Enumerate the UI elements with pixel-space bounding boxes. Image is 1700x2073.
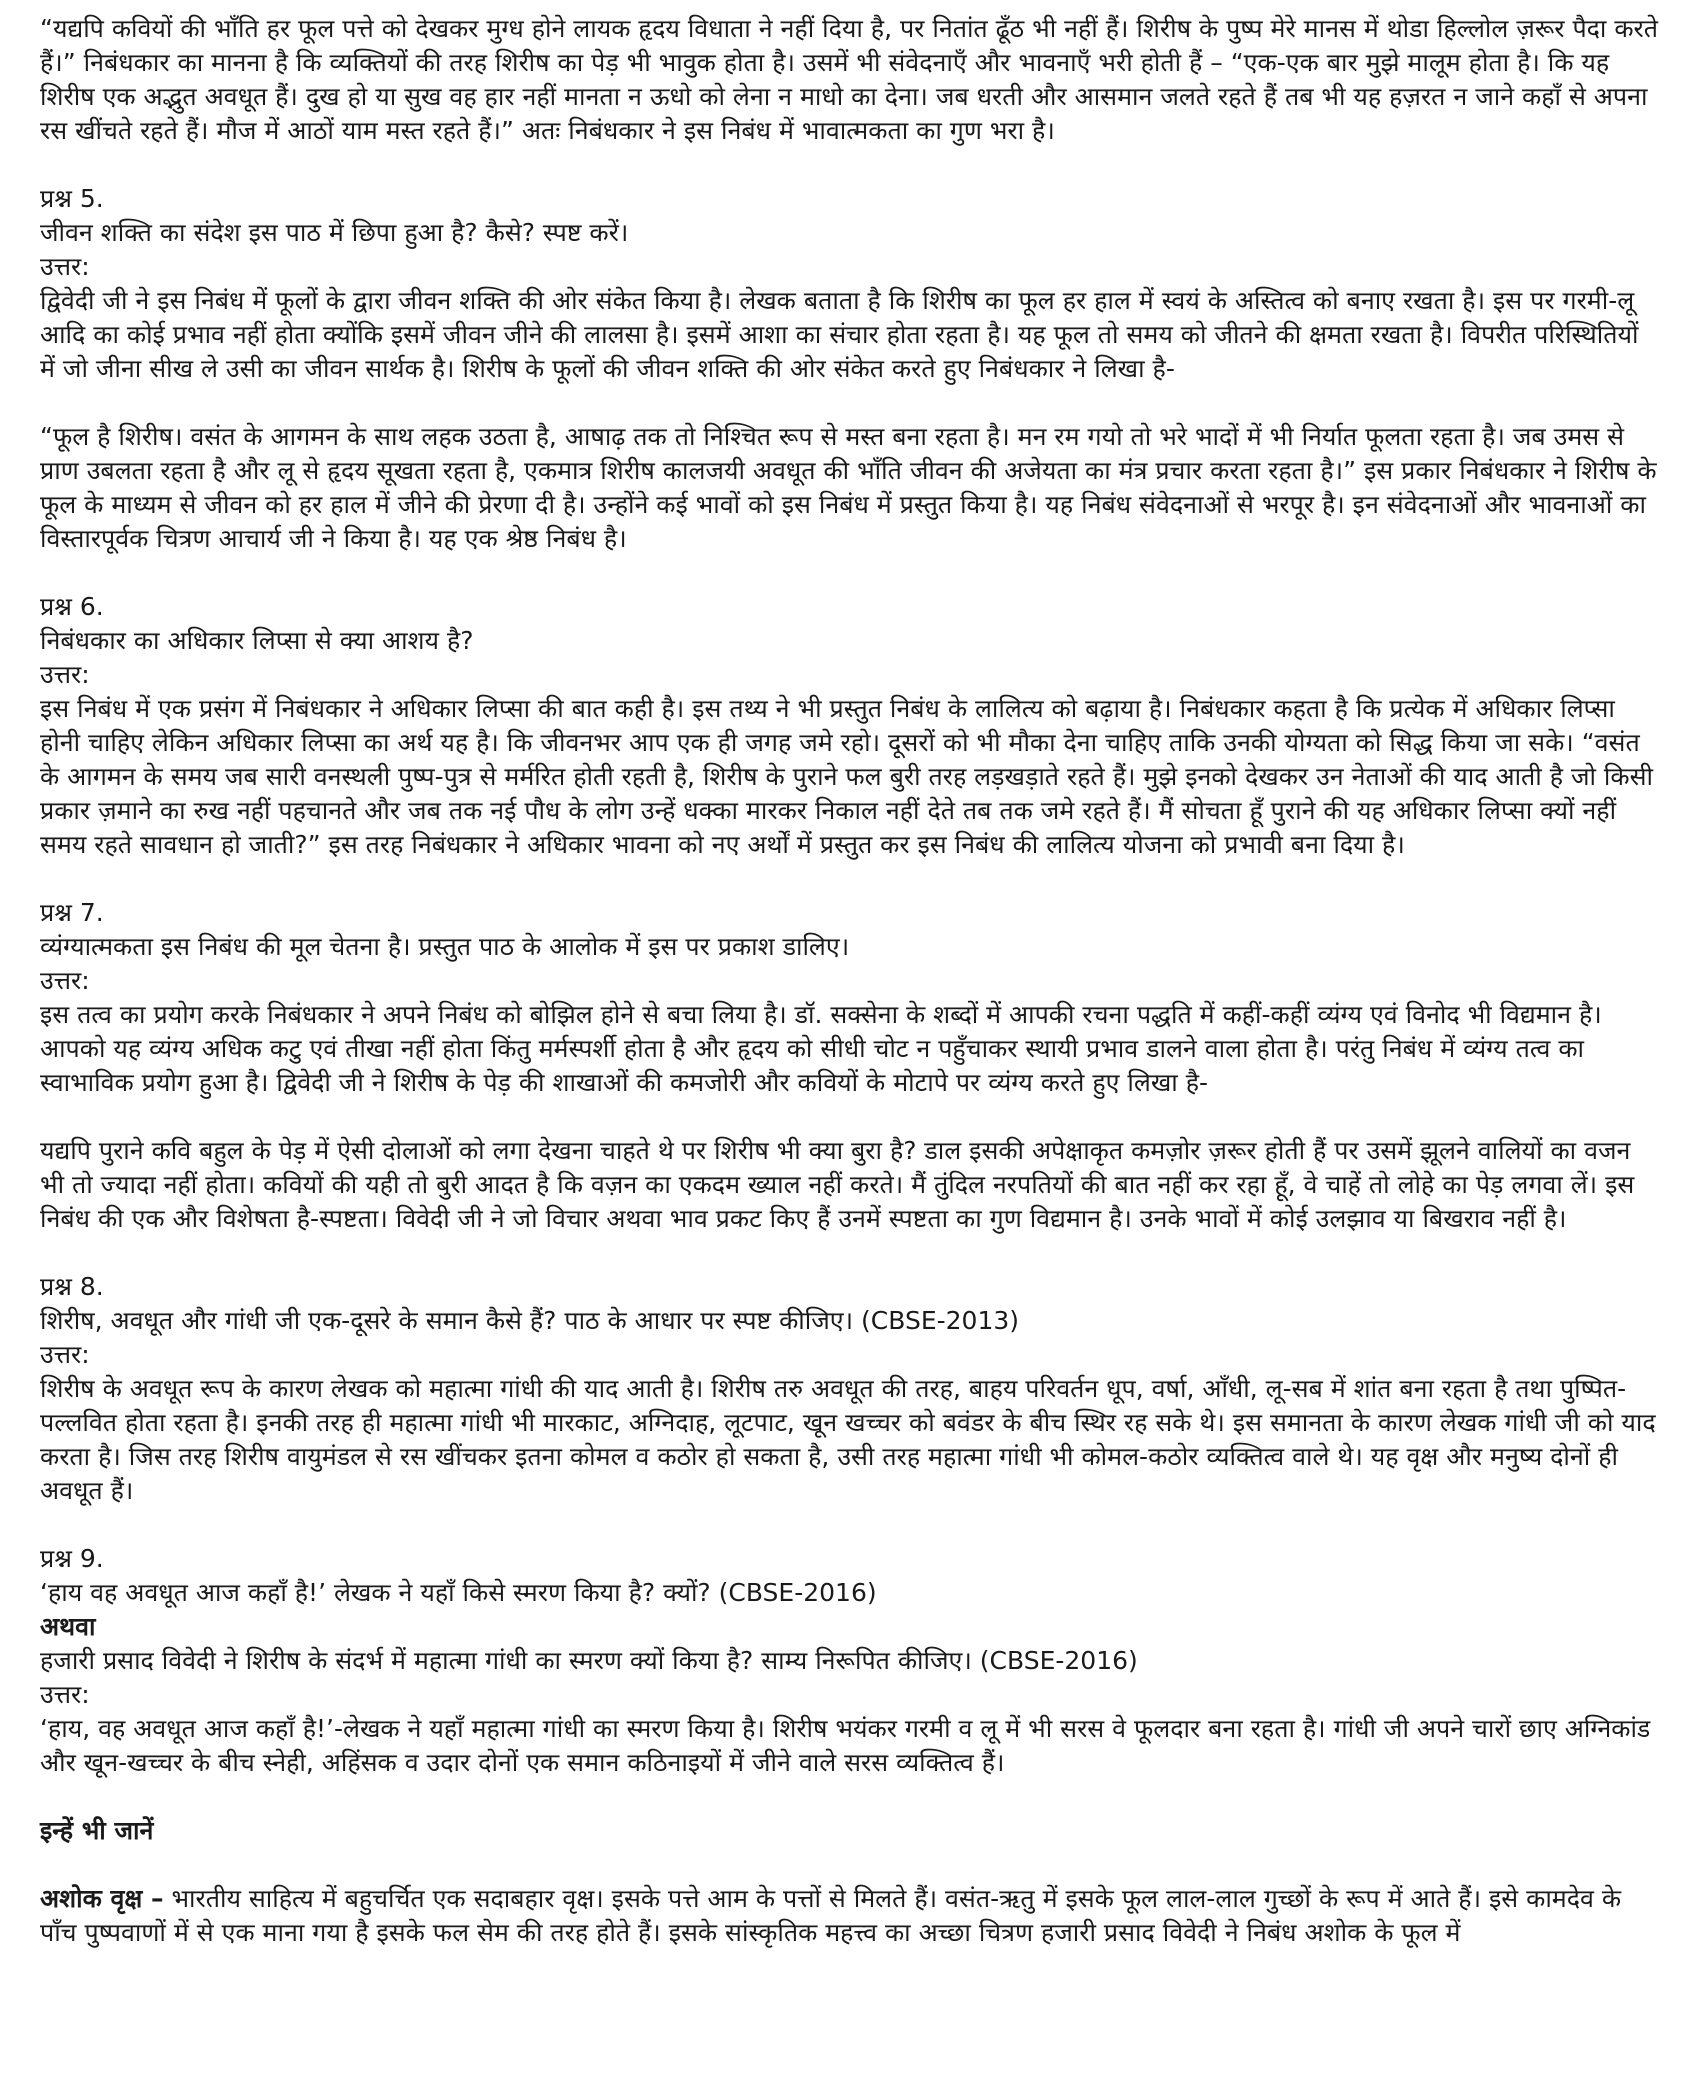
answer-5-text: द्विवेदी जी ने इस निबंध में फूलों के द्वारा जीवन शक्ति की ओर संकेत किया है। लेखक बताता है कि शिरीष का फूल हर हाल में स्वयं के अस्तित्व को बनाए रखता है। इस पर गरमी-लू आदि का कोई प्रभाव नहीं होता क्योंकि इसमें जीवन जीने की लालसा है। इसमें आशा का संचार होता रहता है। यह फूल तो समय को जीतने की क्षमता रखता है। विपरीत परिस्थितियों में जो जीना सीख ले उसी का जीवन सार्थक है। शिरीष के फूलों की जीवन शक्ति की ओर संकेत करते हुए निबंधकार ने लिखा है-	[40, 286, 1639, 383]
answer-9-label: उत्तर:	[40, 1680, 90, 1709]
question-5-number: प्रश्न 5.	[40, 184, 104, 213]
section-heading-know-more: इन्हें भी जानें	[40, 1816, 154, 1845]
answer-5-label: उत्तर:	[40, 252, 90, 281]
spacer	[40, 862, 1660, 896]
question-9-text: ‘हाय वह अवधूत आज कहाँ है!’ लेखक ने यहाँ किसे स्मरण किया है? क्यों? (CBSE-2016)	[40, 1578, 877, 1607]
ashok-term: अशोक वृक्ष –	[40, 1884, 164, 1913]
answer-7-quote: यद्यपि पुराने कवि बहुल के पेड़ में ऐसी दोलाओं को लगा देखना चाहते थे पर शिरीष भी क्या बुरा है? डाल इसकी अपेक्षाकृत कमज़ोर ज़रूर होती हैं पर उसमें झूलने वालियों का वजन भी तो ज्यादा नहीं होता। कवियों की यही तो बुरी आदत है कि वज़न का एकदम ख्याल नहीं करते। मैं तुंदिल नरपतियों की बात नहीं कर रहा हूँ, वे चाहें तो लोहे का पेड़ लगवा लें। इस निबंध की एक और विशेषता है-स्पष्टता। विवेदी जी ने जो विचार अथवा भाव प्रकट किए हैं उनमें स्पष्टता का गुण विद्यमान है। उनके भावों में कोई उलझाव या बिखराव नहीं है।	[40, 1136, 1635, 1233]
spacer	[40, 1780, 1660, 1814]
answer-5-quote: “फूल है शिरीष। वसंत के आगमन के साथ लहक उठता है, आषाढ़ तक तो निश्चित रूप से मस्त बना रहता है। मन रम गयो तो भरे भादों में भी निर्यात फूलता रहता है। जब उमस से प्राण उबलता रहता है और लू से हृदय सूखता रहता है, एकमात्र शिरीष कालजयी अवधूत की भाँति जीवन की अजेयता का मंत्र प्रचार करता रहता है।” इस प्रकार निबंधकार ने शिरीष के फूल के माध्यम से जीवन को हर हाल में जीने की प्रेरणा दी है। उन्होंने कई भावों को इस निबंध में प्रस्तुत किया है। यह निबंध संवेदनाओं से भरपूर है। इन संवेदनाओं और भावनाओं का विस्तारपूर्वक चित्रण आचार्य जी ने किया है। यह एक श्रेष्ठ निबंध है।	[40, 422, 1657, 553]
question-5-text: जीवन शक्ति का संदेश इस पाठ में छिपा हुआ है? कैसे? स्पष्ट करें।	[40, 218, 629, 247]
spacer	[40, 1100, 1660, 1134]
question-9-or: अथवा	[40, 1612, 96, 1641]
answer-7-label: उत्तर:	[40, 966, 90, 995]
question-8-text: शिरीष, अवधूत और गांधी जी एक-दूसरे के समान कैसे हैं? पाठ के आधार पर स्पष्ट कीजिए। (CBSE-2013)	[40, 1306, 1020, 1335]
answer-9-text: ‘हाय, वह अवधूत आज कहाँ है!’-लेखक ने यहाँ महात्मा गांधी का स्मरण किया है। शिरीष भयंकर गरमी व लू में भी सरस वे फूलदार बना रहता है। गांधी जी अपने चारों छाए अग्निकांड और खून-खच्चर के बीच स्नेही, अहिंसक व उदार दोनों एक समान कठिनाइयों में जीने वाले सरस व्यक्तित्व हैं।	[40, 1714, 1651, 1777]
intro-paragraph: “यद्यपि कवियों की भाँति हर फूल पत्ते को देखकर मुग्ध होने लायक हृदय विधाता ने नहीं दिया है, पर नितांत ढूँठ भी नहीं हैं। शिरीष के पुष्प मेरे मानस में थोडा हिल्लोल ज़रूर पैदा करते हैं।” निबंधकार का मानना है कि व्यक्तियों की तरह शिरीष का पेड़ भी भावुक होता है। उसमें भी संवेदनाएँ और भावनाएँ भरी होती हैं – “एक-एक बार मुझे मालूम होता है। कि यह शिरीष एक अद्भुत अवधूत हैं। दुख हो या सुख वह हार नहीं मानता न ऊधो को लेना न माधो का देना। जब धरती और आसमान जलते रहते हैं तब भी यह हज़रत न जाने कहाँ से अपना रस खींचते रहते हैं। मौज में आठों याम मस्त रहते हैं।” अतः निबंधकार ने इस निबंध में भावात्मकता का गुण भरा है।	[40, 14, 1659, 145]
answer-6-label: उत्तर:	[40, 660, 90, 689]
question-9-number: प्रश्न 9.	[40, 1544, 104, 1573]
spacer	[40, 1508, 1660, 1542]
question-7-number: प्रश्न 7.	[40, 898, 104, 927]
question-6-text: निबंधकार का अधिकार लिप्सा से क्या आशय है?	[40, 626, 474, 655]
question-8-number: प्रश्न 8.	[40, 1272, 104, 1301]
spacer	[40, 148, 1660, 182]
spacer	[40, 386, 1660, 420]
spacer	[40, 556, 1660, 590]
spacer	[40, 1848, 1660, 1882]
question-9-alt-text: हजारी प्रसाद विवेदी ने शिरीष के संदर्भ में महात्मा गांधी का स्मरण क्यों किया है? साम्य निरूपित कीजिए। (CBSE-2016)	[40, 1646, 1138, 1675]
ashok-description: भारतीय साहित्य में बहुचर्चित एक सदाबहार वृक्ष। इसके पत्ते आम के पत्तों से मिलते हैं। वसंत-ऋतु में इसके फूल लाल-लाल गुच्छों के रूप में आते हैं। इसे कामदेव के पाँच पुष्पवाणों में से एक माना गया है इसके फल सेम की तरह होते हैं। इसके सांस्कृतिक महत्त्व का अच्छा चित्रण हजारी प्रसाद विवेदी ने निबंध अशोक के फूल में	[40, 1884, 1622, 1947]
question-6-number: प्रश्न 6.	[40, 592, 104, 621]
answer-8-text: शिरीष के अवधूत रूप के कारण लेखक को महात्मा गांधी की याद आती है। शिरीष तरु अवधूत की तरह, बाहय परिवर्तन धूप, वर्षा, आँधी, लू-सब में शांत बना रहता है तथा पुष्पित-पल्लवित होता रहता है। इनकी तरह ही महात्मा गांधी भी मारकाट, अग्निदाह, लूटपाट, खून खच्चर को बवंडर के बीच स्थिर रह सके थे। इस समानता के कारण लेखक गांधी जी को याद करता है। जिस तरह शिरीष वायुमंडल से रस खींचकर इतना कोमल व कठोर हो सकता है, उसी तरह महात्मा गांधी भी कोमल-कठोर व्यक्तित्व वाले थे। यह वृक्ष और मनुष्य दोनों ही अवधूत हैं।	[40, 1374, 1656, 1505]
answer-7-text: इस तत्व का प्रयोग करके निबंधकार ने अपने निबंध को बोझिल होने से बचा लिया है। डॉ. सक्सेना के शब्दों में आपकी रचना पद्धति में कहीं-कहीं व्यंग्य एवं विनोद भी विद्यमान है। आपको यह व्यंग्य अधिक कटु एवं तीखा नहीं होता किंतु मर्मस्पर्शी होता है और हृदय को सीधी चोट न पहुँचाकर स्थायी प्रभाव डालने वाला होता है। परंतु निबंध में व्यंग्य तत्व का स्वाभाविक प्रयोग हुआ है। द्विवेदी जी ने शिरीष के पेड़ की शाखाओं की कमजोरी और कवियों के मोटापे पर व्यंग्य करते हुए लिखा है-	[40, 1000, 1602, 1097]
ashok-paragraph	[40, 1882, 1660, 1950]
spacer	[40, 1236, 1660, 1270]
answer-6-text: इस निबंध में एक प्रसंग में निबंधकार ने अधिकार लिप्सा की बात कही है। इस तथ्य ने भी प्रस्तुत निबंध के लालित्य को बढ़ाया है। निबंधकार कहता है कि प्रत्येक में अधिकार लिप्सा होनी चाहिए लेकिन अधिकार लिप्सा का अर्थ यह है। कि जीवनभर आप एक ही जगह जमे रहो। दूसरों को भी मौका देना चाहिए ताकि उनकी योग्यता को सिद्ध किया जा सके। “वसंत के आगमन के समय जब सारी वनस्थली पुष्प-पुत्र से मर्मरित होती रहती है, शिरीष के पुराने फल बुरी तरह लड़खड़ाते रहते हैं। मुझे इनको देखकर उन नेताओं की याद आती है जो किसी प्रकार ज़माने का रुख नहीं पहचानते और जब तक नई पौध के लोग उन्हें धक्का मारकर निकाल नहीं देते तब तक जमे रहते हैं। मैं सोचता हूँ पुराने की यह अधिकार लिप्सा क्यों नहीं समय रहते सावधान हो जाती?” इस तरह निबंधकार ने अधिकार भावना को नए अर्थों में प्रस्तुत कर इस निबंध की लालित्य योजना को प्रभावी बना दिया है।	[40, 694, 1653, 859]
question-7-text: व्यंग्यात्मकता इस निबंध की मूल चेतना है। प्रस्तुत पाठ के आलोक में इस पर प्रकाश डालिए।	[40, 932, 850, 961]
answer-8-label: उत्तर:	[40, 1340, 90, 1369]
